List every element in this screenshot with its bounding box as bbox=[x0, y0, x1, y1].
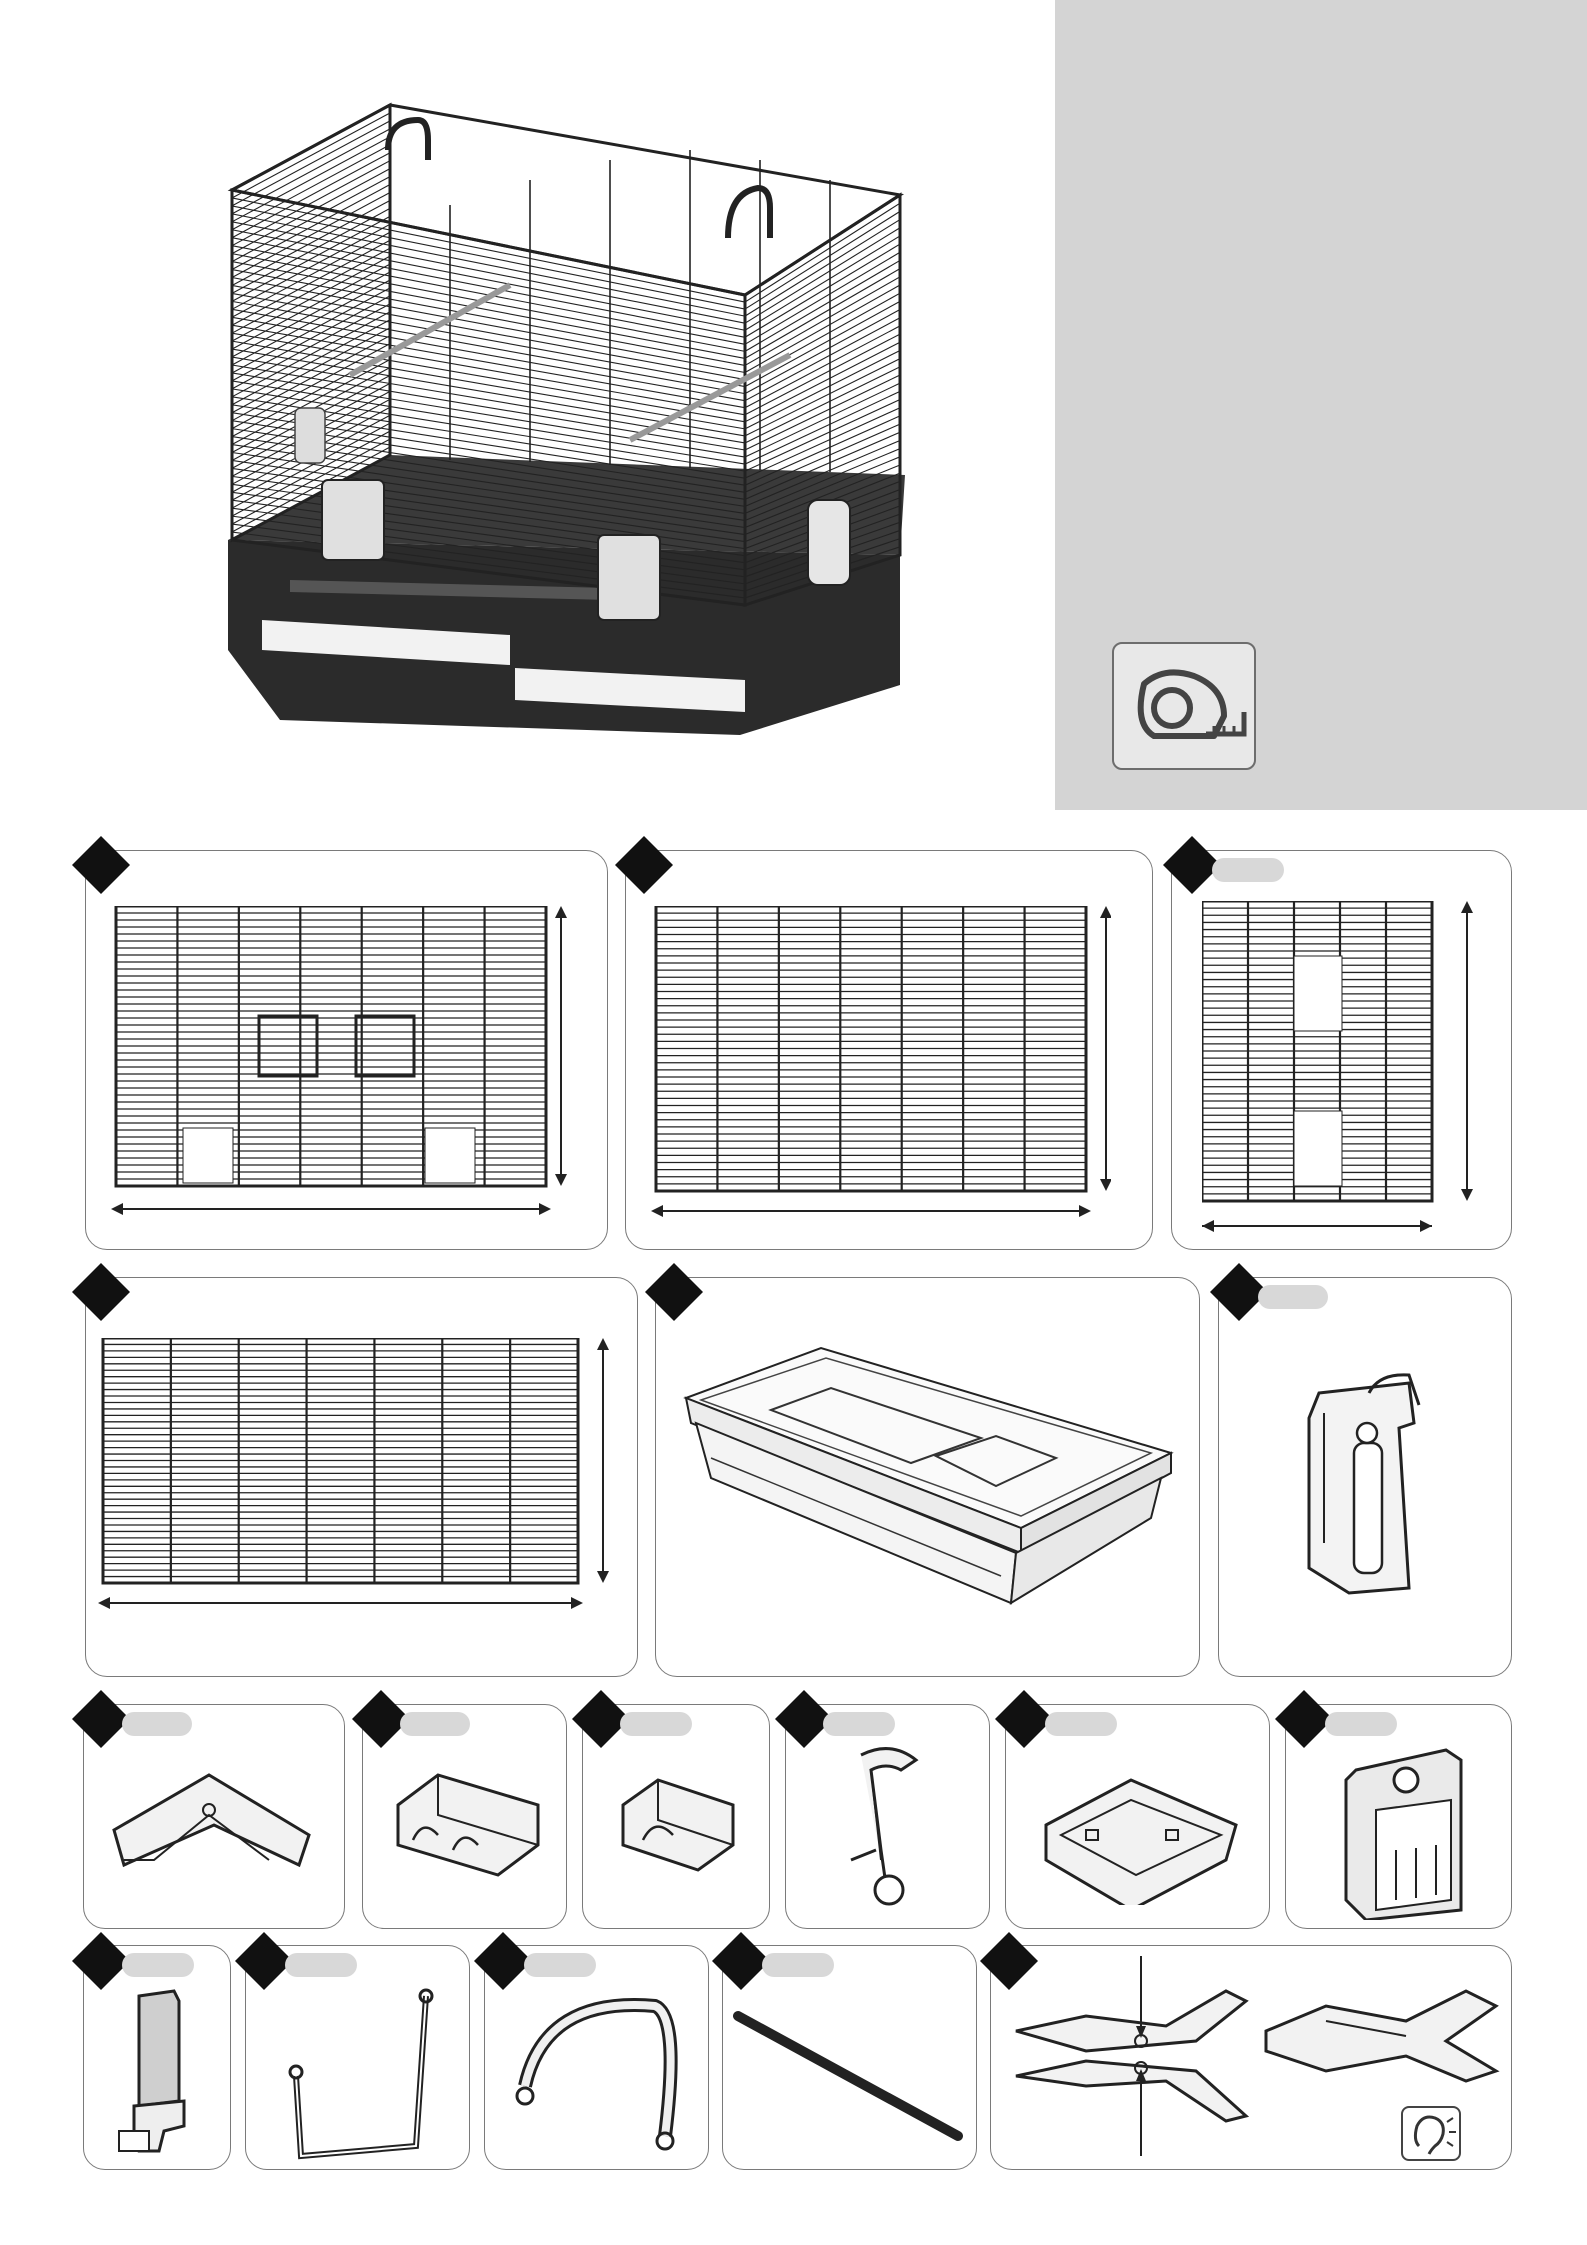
water-bottle-illustration bbox=[114, 1986, 204, 2166]
quantity-tag bbox=[1045, 1712, 1117, 1736]
side-panel-illustration bbox=[1202, 901, 1502, 1241]
corner-connector-b-illustration bbox=[1031, 1765, 1256, 1905]
hero-cage-illustration bbox=[0, 0, 1055, 810]
step-badge bbox=[980, 1932, 1038, 1990]
quantity-tag bbox=[400, 1712, 470, 1736]
step-badge bbox=[995, 1690, 1053, 1748]
clip-small-illustration bbox=[613, 1770, 743, 1880]
base-tray-illustration bbox=[681, 1338, 1181, 1658]
tape-measure-icon bbox=[1112, 642, 1256, 770]
tray-clip-closed-illustration bbox=[1256, 1981, 1506, 2091]
part-card-back-panel bbox=[625, 850, 1153, 1250]
part-card-front-panel bbox=[85, 850, 608, 1250]
ear-listen-icon bbox=[1401, 2106, 1461, 2161]
quantity-tag bbox=[823, 1712, 895, 1736]
step-badge bbox=[1275, 1690, 1333, 1748]
quantity-tag bbox=[1258, 1285, 1328, 1309]
quantity-tag bbox=[122, 1953, 194, 1977]
part-card-tray-clip bbox=[990, 1945, 1512, 2170]
step-badge bbox=[72, 1690, 130, 1748]
part-card-door-clip bbox=[1218, 1277, 1512, 1677]
step-badge bbox=[645, 1263, 703, 1321]
tray-clip-open-illustration bbox=[1006, 1956, 1266, 2166]
quantity-tag bbox=[524, 1953, 596, 1977]
front-panel-illustration bbox=[111, 906, 571, 1226]
quantity-tag bbox=[122, 1712, 192, 1736]
quantity-tag bbox=[762, 1953, 834, 1977]
back-panel-illustration bbox=[651, 906, 1111, 1226]
latch-hook-illustration bbox=[831, 1740, 941, 1920]
part-card-base-tray bbox=[655, 1277, 1200, 1677]
door-clip-illustration bbox=[1299, 1373, 1449, 1603]
step-badge bbox=[615, 836, 673, 894]
top-panel-illustration bbox=[98, 1338, 628, 1658]
quantity-tag bbox=[1325, 1712, 1397, 1736]
step-badge bbox=[72, 1263, 130, 1321]
corner-connector-a-illustration bbox=[104, 1760, 329, 1900]
step-badge bbox=[235, 1932, 293, 1990]
quantity-tag bbox=[1212, 858, 1284, 882]
swing-illustration bbox=[286, 1986, 446, 2161]
step-badge bbox=[474, 1932, 532, 1990]
part-card-top-panel bbox=[85, 1277, 638, 1677]
perch-illustration bbox=[733, 2006, 968, 2146]
step-badge bbox=[72, 1932, 130, 1990]
step-badge bbox=[712, 1932, 770, 1990]
feeder-illustration bbox=[1336, 1740, 1476, 1920]
quantity-tag bbox=[285, 1953, 357, 1977]
step-badge bbox=[72, 836, 130, 894]
quantity-tag bbox=[620, 1712, 692, 1736]
carry-handle-illustration bbox=[505, 1986, 695, 2156]
part-card-side-panel bbox=[1171, 850, 1512, 1250]
clip-large-illustration bbox=[388, 1765, 548, 1885]
